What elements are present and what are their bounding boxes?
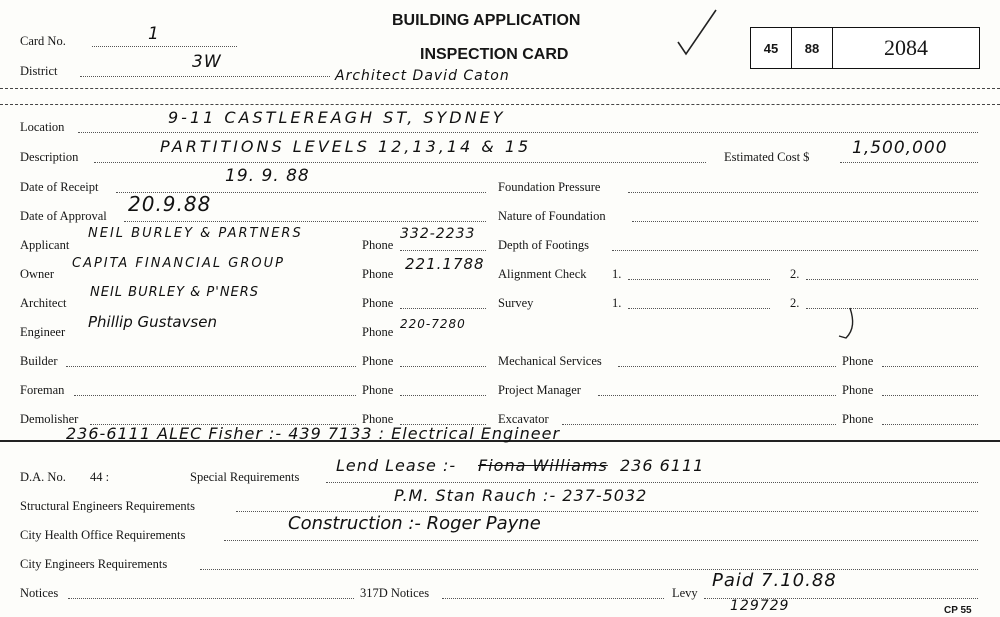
card-title: BUILDING APPLICATION (392, 12, 581, 29)
description-label: Description (20, 150, 79, 164)
card-no-value: 1 (148, 24, 160, 44)
paid-note: Paid 7.10.88 (712, 570, 837, 591)
architect-value: NEIL BURLEY & P'NERS (90, 285, 260, 300)
excavator-label: Excavator (498, 412, 549, 426)
architect-phone-label: Phone (362, 296, 394, 310)
architect-note: Architect David Caton (335, 68, 510, 84)
date-approval-value: 20.9.88 (128, 192, 212, 216)
owner-phone: 221.1788 (405, 255, 485, 273)
date-approval-label: Date of Approval (20, 209, 107, 223)
code-a: 45 (751, 28, 792, 68)
estimated-cost-label: Estimated Cost $ (724, 150, 810, 164)
code-b: 88 (792, 28, 833, 68)
mechanical-phone-label: Phone (842, 354, 874, 368)
foreman-phone-label: Phone (362, 383, 394, 397)
architect-label: Architect (20, 296, 67, 310)
district-label: District (20, 64, 58, 78)
structural-requirements-label: Structural Engineers Requirements (20, 499, 195, 513)
builder-label: Builder (20, 354, 58, 368)
struck-contact: Fiona Williams (478, 456, 608, 475)
survey-num-1: 1. (612, 296, 622, 310)
description-value: PARTITIONS LEVELS 12,13,14 & 15 (160, 137, 532, 156)
code-number: 2084 (884, 35, 928, 60)
project-manager-note: P.M. Stan Rauch :- 237-5032 (394, 486, 648, 505)
estimated-cost-value: 1,500,000 (852, 138, 948, 158)
applicant-label: Applicant (20, 238, 70, 252)
receipt-number: 129729 (730, 598, 790, 614)
application-number-box (750, 27, 980, 69)
builder-phone-label: Phone (362, 354, 394, 368)
card-no-label: Card No. (20, 34, 66, 48)
notices-label: Notices (20, 586, 59, 600)
alignment-num-1: 1. (612, 267, 622, 281)
depth-footings-label: Depth of Footings (498, 238, 589, 252)
survey-num-2: 2. (790, 296, 800, 310)
special-requirements-label: Special Requirements (190, 470, 300, 484)
lend-lease-phone: 236 6111 (620, 456, 705, 475)
applicant-value: NEIL BURLEY & PARTNERS (88, 226, 303, 241)
engineer-label: Engineer (20, 325, 66, 339)
317d-notices-label: 317D Notices (360, 586, 430, 600)
city-engineers-requirements-label: City Engineers Requirements (20, 557, 168, 571)
location-label: Location (20, 120, 65, 134)
demolisher-phone-label: Phone (362, 412, 394, 426)
owner-phone-label: Phone (362, 267, 394, 281)
location-value: 9-11 CASTLEREAGH ST, SYDNEY (168, 108, 506, 127)
levy-label: Levy (672, 586, 698, 600)
applicant-phone: 332-2233 (400, 226, 476, 242)
construction-note: Construction :- Roger Payne (288, 513, 541, 534)
electrical-engineer-note: 236-6111 ALEC Fisher :- 439 7133 : Electrical Engineer (66, 424, 561, 443)
date-receipt-value: 19. 9. 88 (225, 166, 310, 186)
date-receipt-label: Date of Receipt (20, 180, 99, 194)
card-subtitle: INSPECTION CARD (420, 46, 569, 63)
survey-label: Survey (498, 296, 534, 310)
nature-foundation-label: Nature of Foundation (498, 209, 606, 223)
owner-value: CAPITA FINANCIAL GROUP (72, 256, 285, 271)
health-requirements-label: City Health Office Requirements (20, 528, 186, 542)
lend-lease-note: Lend Lease :- (336, 456, 457, 475)
survey-check-icon (836, 306, 860, 342)
form-code: CP 55 (944, 605, 972, 616)
project-manager-phone-label: Phone (842, 383, 874, 397)
project-manager-label: Project Manager (498, 383, 581, 397)
engineer-value: Phillip Gustavsen (88, 313, 217, 331)
foundation-pressure-label: Foundation Pressure (498, 180, 601, 194)
demolisher-label: Demolisher (20, 412, 79, 426)
owner-label: Owner (20, 267, 55, 281)
foreman-label: Foreman (20, 383, 65, 397)
alignment-num-2: 2. (790, 267, 800, 281)
da-no-label: D.A. No. (20, 470, 66, 484)
alignment-check-label: Alignment Check (498, 267, 587, 281)
excavator-phone-label: Phone (842, 412, 874, 426)
applicant-phone-label: Phone (362, 238, 394, 252)
district-value: 3W (192, 52, 222, 72)
engineer-phone-label: Phone (362, 325, 394, 339)
check-mark-icon (672, 6, 722, 58)
engineer-phone: 220-7280 (400, 317, 466, 331)
da-no-value: 44 : (90, 470, 110, 484)
mechanical-services-label: Mechanical Services (498, 354, 602, 368)
